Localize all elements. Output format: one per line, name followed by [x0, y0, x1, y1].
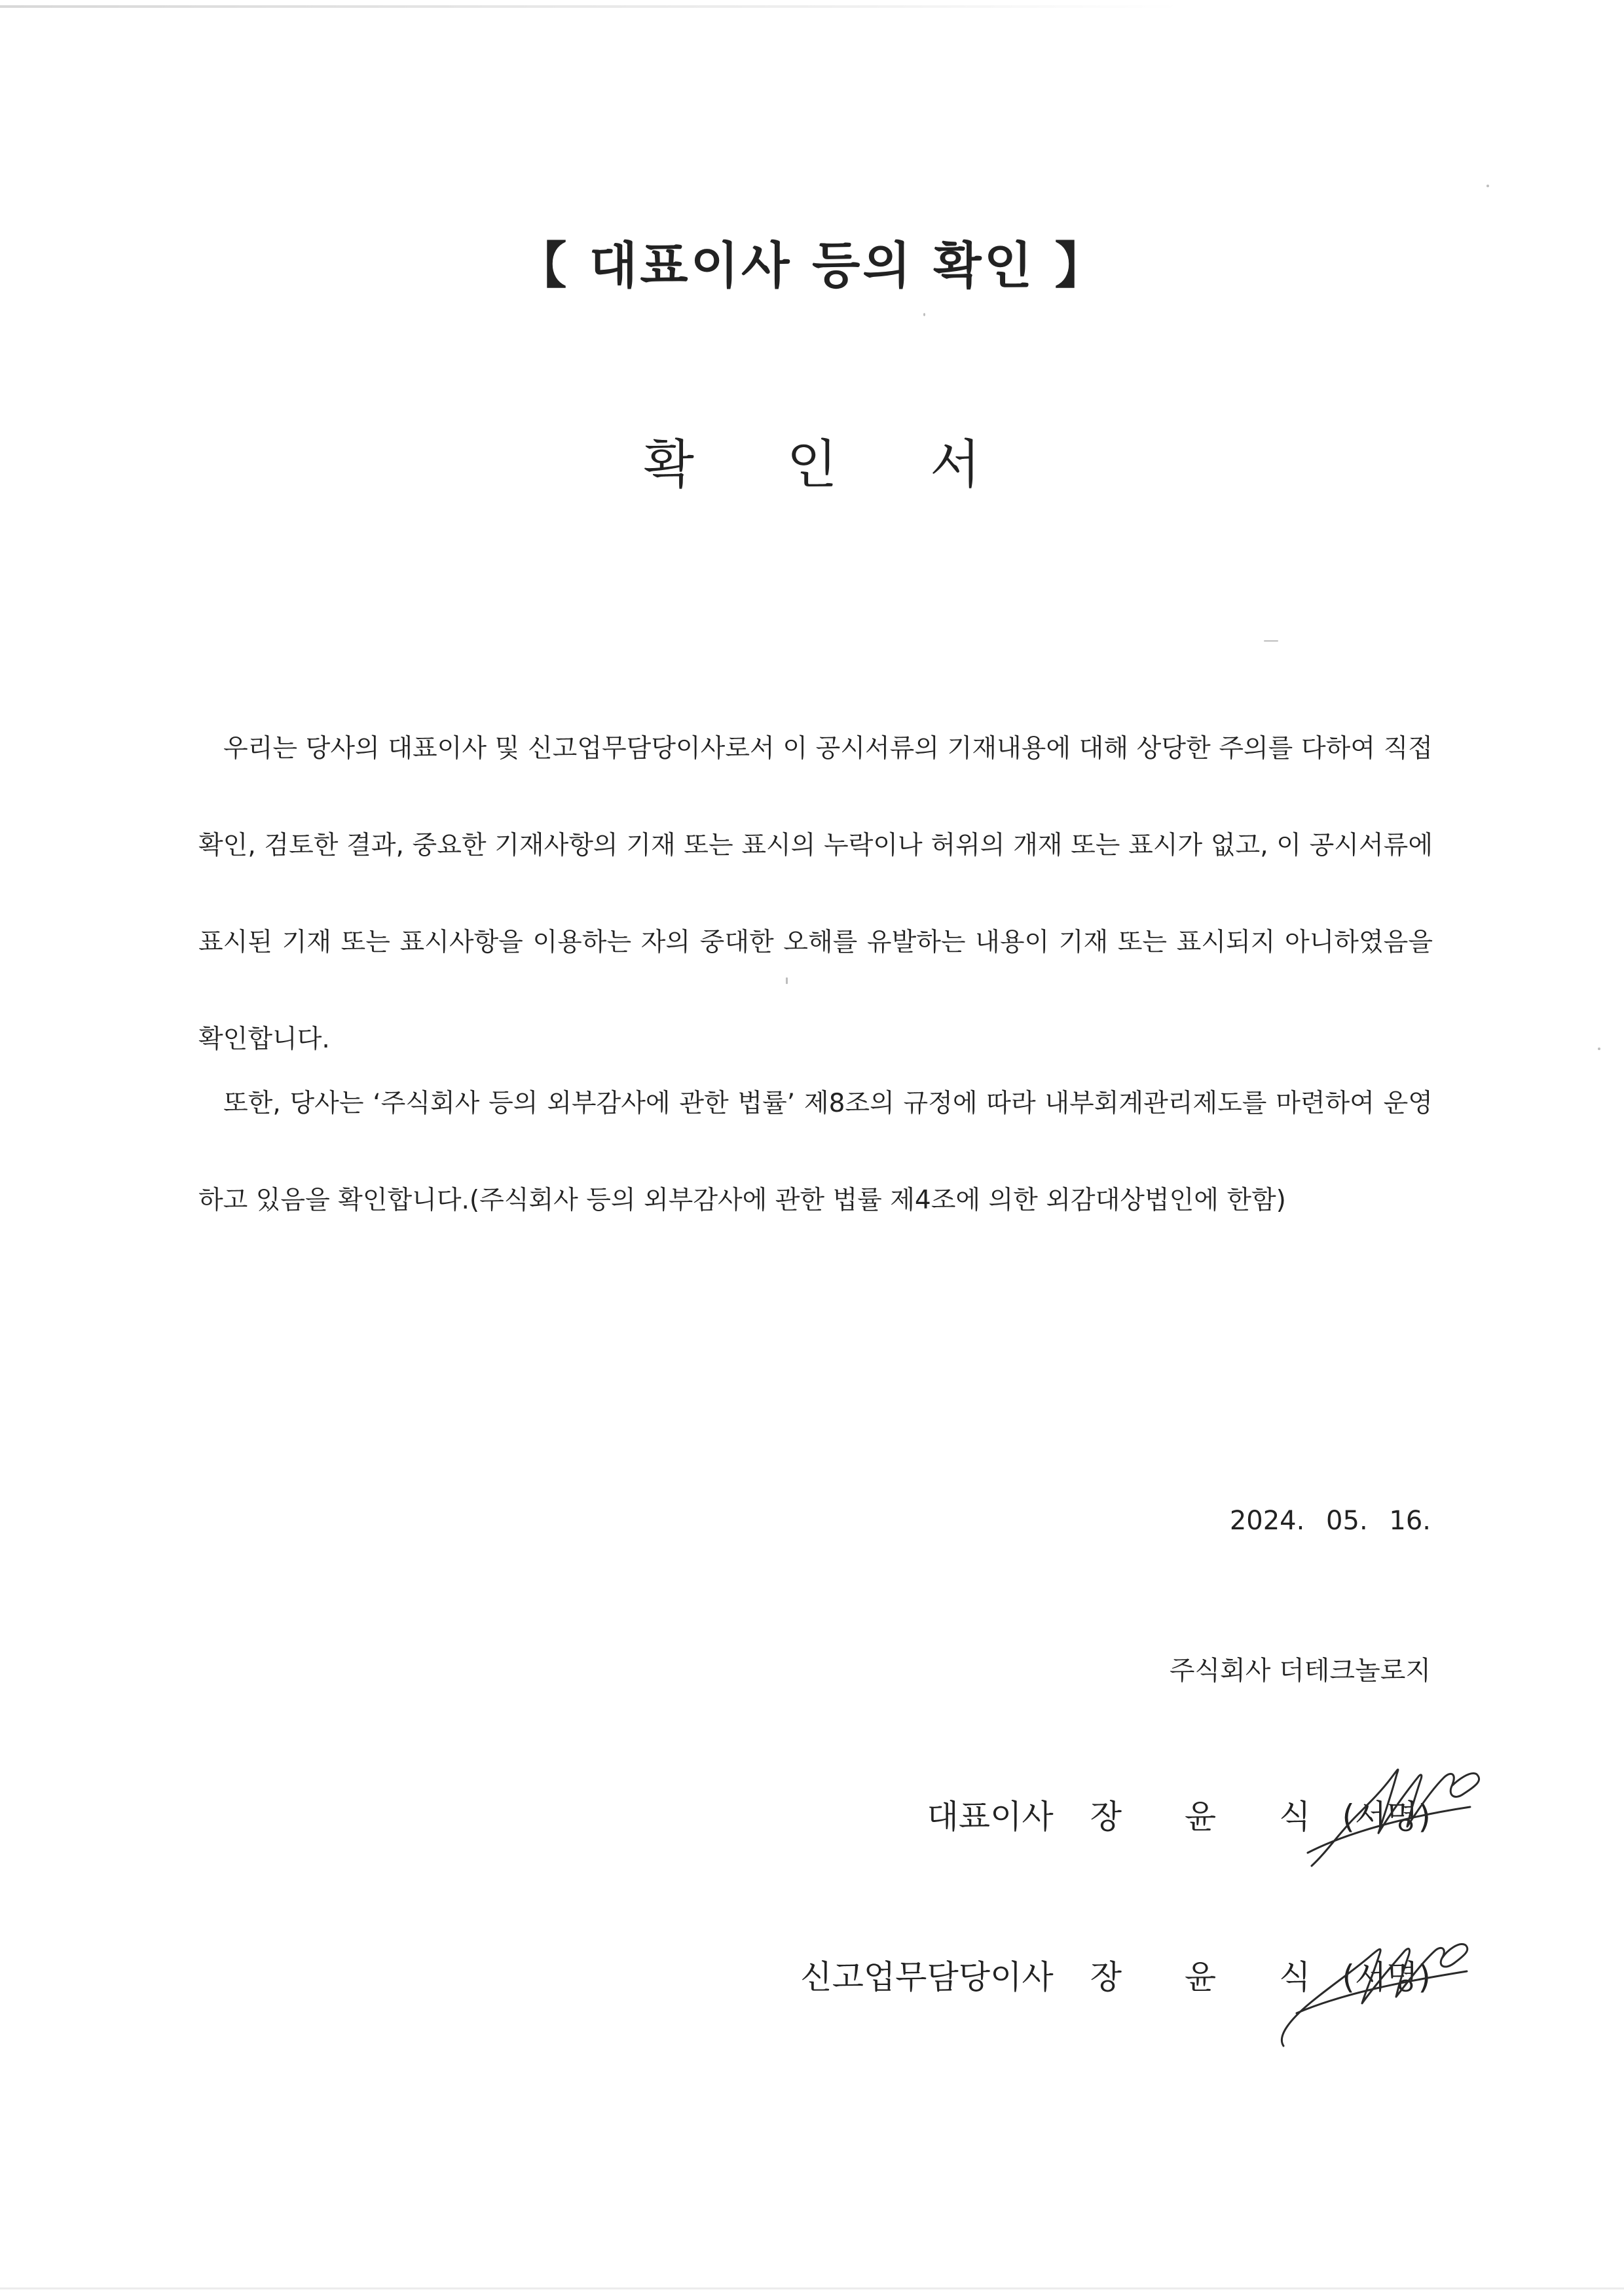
paragraph-text: 또한, 당사는 ‘주식회사 등의 외부감사에 관한 법률’ 제8조의 규정에 따라 내부회계관리제도를 마련하여 운영하고 있음을 확인합니다.(주식회사 등의 외부감사에 관한 법률 제4조에 의한 외감대상법인에 한함)	[198, 1089, 1433, 1215]
scan-speck	[1486, 185, 1489, 187]
signatory-name: 장 윤 식	[1090, 1798, 1337, 1836]
document-date: 2024. 05. 16.	[1229, 1506, 1431, 1536]
signatory-role: 신고업무담당이사	[800, 1958, 1054, 1996]
body-paragraph-1	[198, 701, 1433, 1088]
scan-speck	[923, 313, 925, 316]
signatory-role: 대표이사	[927, 1798, 1054, 1836]
signature-label: (서명)	[1342, 1958, 1431, 1996]
document-title: 확 인 서	[643, 434, 1019, 495]
signature-label: (서명)	[1342, 1798, 1431, 1836]
scan-edge-top	[0, 5, 1179, 8]
scan-edge-bottom	[0, 2287, 1624, 2289]
signatory-name: 장 윤 식	[1090, 1958, 1337, 1996]
signatory-disclosure-officer	[800, 1951, 1431, 1998]
document-header: 【 대표이사 등의 확인 】	[517, 236, 1107, 295]
signatory-ceo	[927, 1791, 1431, 1838]
company-name: 주식회사 더테크놀로지	[1169, 1656, 1431, 1686]
scan-speck	[1598, 1048, 1600, 1050]
paragraph-text: 우리는 당사의 대표이사 및 신고업무담당이사로서 이 공시서류의 기재내용에 대해 상당한 주의를 다하여 직접 확인, 검토한 결과, 중요한 기재사항의 기재 또는 표시의 누락이나 허위의 개재 또는 표시가 없고, 이 공시서류에 표시된 기재 또는 표시사항을 이용하는 자의 중대한 오해를 유발하는 내용이 기재 또는 표시되지 아니하였음을 확인합니다.	[198, 734, 1433, 1054]
scan-speck	[1264, 640, 1278, 642]
body-paragraph-2	[198, 1055, 1433, 1249]
